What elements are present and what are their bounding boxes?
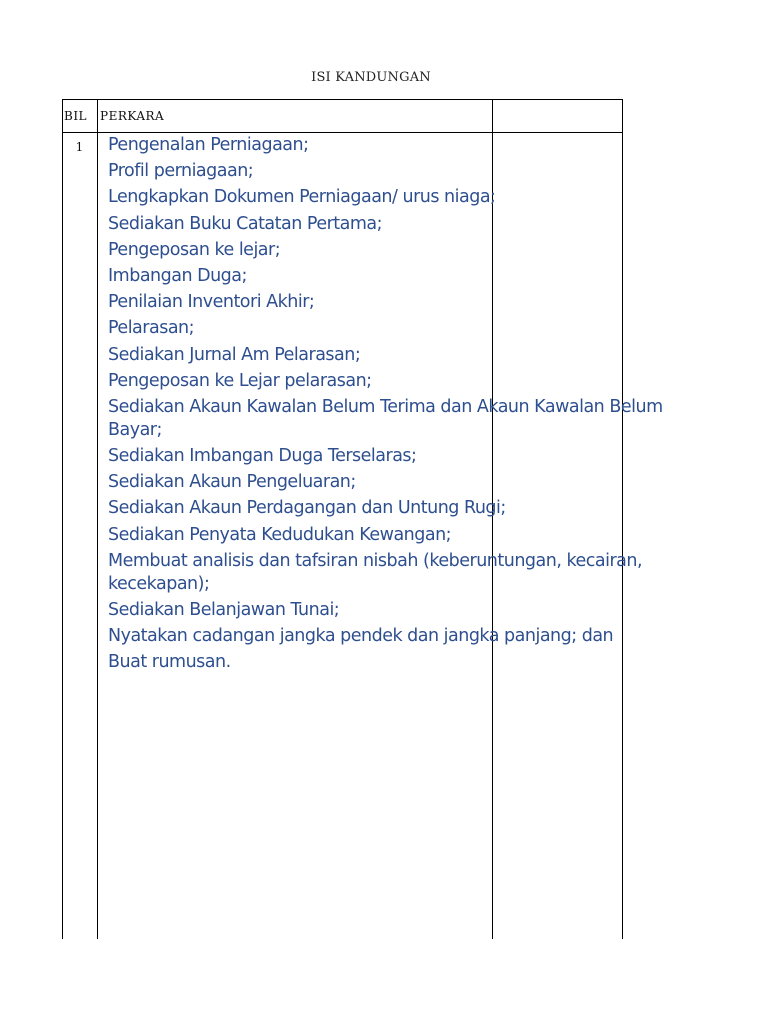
list-item: Pelarasan; <box>108 318 195 339</box>
list-item: Sediakan Penyata Kedudukan Kewangan; <box>108 524 452 545</box>
list-item: Sediakan Akaun Kawalan Belum Terima dan Akaun Kawalan Belum Bayar; <box>108 396 663 440</box>
document-title: ISI KANDUNGAN <box>311 70 431 85</box>
list-item: Sediakan Akaun Perdagangan dan Untung Rugi; <box>108 498 506 519</box>
list-item: Profil perniagaan; <box>108 161 254 182</box>
list-item: Sediakan Akaun Pengeluaran; <box>108 472 356 493</box>
list-item: Lengkapkan Dokumen Perniagaan/ urus niaga; <box>108 187 496 208</box>
perkara-list <box>108 134 688 678</box>
list-item: Sediakan Buku Catatan Pertama; <box>108 213 383 234</box>
list-item: Sediakan Imbangan Duga Terselaras; <box>108 446 417 467</box>
list-item: Sediakan Belanjawan Tunai; <box>108 600 340 620</box>
list-item: Pengenalan Perniagaan; <box>108 135 309 155</box>
column-divider-bil <box>97 99 98 939</box>
list-item: Imbangan Duga; <box>108 265 247 286</box>
list-item: Penilaian Inventori Akhir; <box>108 292 315 313</box>
list-item: Sediakan Jurnal Am Pelarasan; <box>108 344 361 365</box>
list-item: Nyatakan cadangan jangka pendek dan jangka panjang; dan <box>108 626 614 647</box>
row-number: 1 <box>75 140 84 154</box>
list-item: Buat rumusan. <box>108 652 231 673</box>
list-item: Pengeposan ke Lejar pelarasan; <box>108 370 372 391</box>
table-header-divider <box>62 132 623 133</box>
header-perkara: PERKARA <box>100 109 165 123</box>
list-item: Membuat analisis dan tafsiran nisbah (keberuntungan, kecairan, kecekapan); <box>108 550 643 594</box>
header-bil: BIL <box>64 109 88 123</box>
list-item: Pengeposan ke lejar; <box>108 239 281 260</box>
